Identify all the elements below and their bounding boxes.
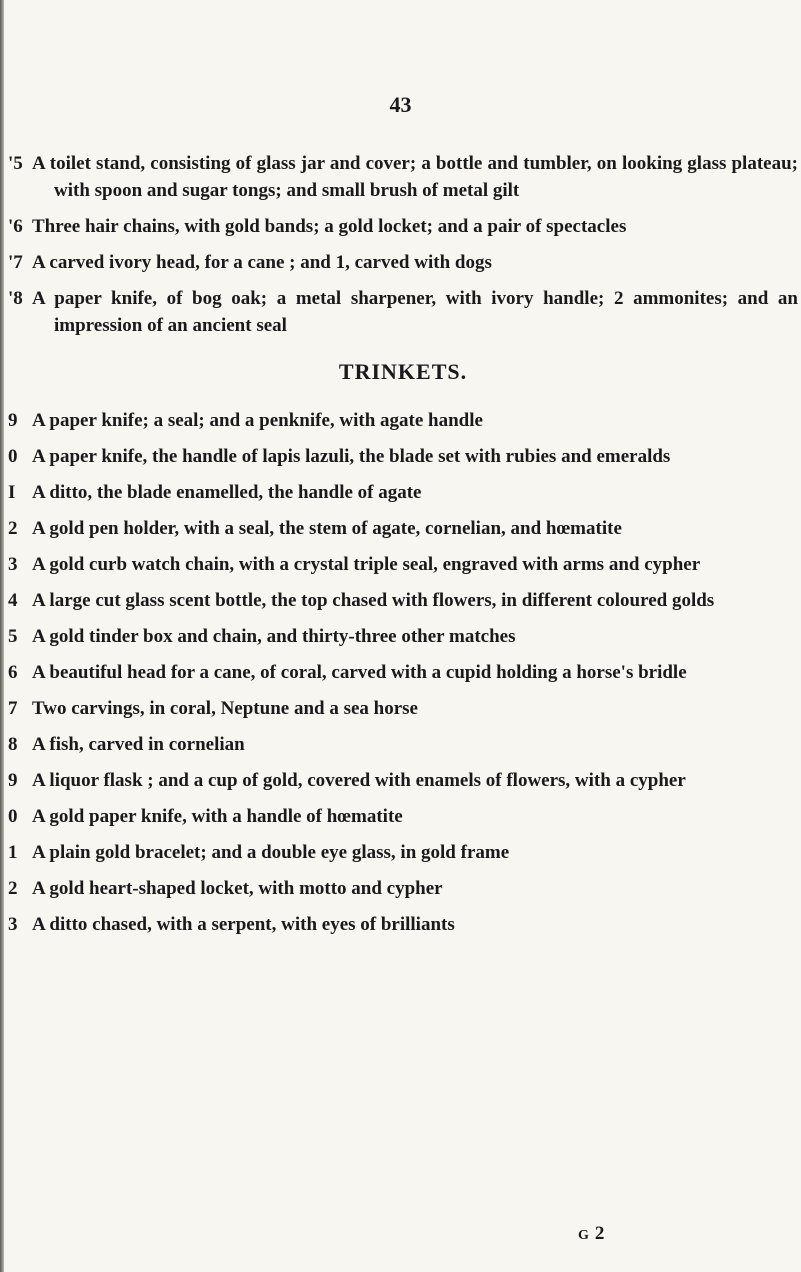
catalogue-entry xyxy=(8,443,798,470)
entry-text: A large cut glass scent bottle, the top chased with flowers, in different coloured golds xyxy=(32,590,715,611)
entry-text: A gold curb watch chain, with a crystal triple seal, engraved with arms and cypher xyxy=(32,554,701,575)
entry-number: 7 xyxy=(8,698,18,719)
catalogue-entry xyxy=(8,839,798,866)
page-binding-edge xyxy=(0,0,4,1272)
catalogue-entry xyxy=(8,249,798,276)
catalogue-entry xyxy=(8,623,798,650)
entry-text: A beautiful head for a cane, of coral, carved with a cupid holding a horse's bridle xyxy=(32,662,687,683)
entry-text: A gold pen holder, with a seal, the stem of agate, cornelian, and hœmatite xyxy=(32,518,622,539)
entry-text: Three hair chains, with gold bands; a gold locket; and a pair of spectacles xyxy=(32,216,627,237)
entry-number: 3 xyxy=(8,554,18,575)
entry-text: A paper knife; a seal; and a penknife, with agate handle xyxy=(32,410,483,431)
catalogue-entry xyxy=(8,875,798,902)
entry-text: A toilet stand, consisting of glass jar and cover; a bottle and tumbler, on looking glass plateau; with spoon and sugar tongs; and small brush of metal gilt xyxy=(32,153,798,201)
entry-text: Two carvings, in coral, Neptune and a sea horse xyxy=(32,698,418,719)
catalogue-entry xyxy=(8,803,798,830)
entry-text: A gold paper knife, with a handle of hœmatite xyxy=(32,806,403,827)
catalogue-entry xyxy=(8,479,798,506)
entry-number: '7 xyxy=(8,252,23,273)
catalogue-entry xyxy=(8,407,798,434)
entry-number: 9 xyxy=(8,770,18,791)
entry-number: 0 xyxy=(8,446,18,467)
entry-text: A gold tinder box and chain, and thirty-three other matches xyxy=(32,626,516,647)
signature-mark xyxy=(578,1223,604,1245)
signature-number: 2 xyxy=(594,1223,605,1244)
entry-text: A ditto chased, with a serpent, with eyes of brilliants xyxy=(32,914,455,935)
entry-number: 4 xyxy=(8,590,18,611)
entry-number: 2 xyxy=(8,878,18,899)
entry-text: A fish, carved in cornelian xyxy=(32,734,245,755)
entry-number: 6 xyxy=(8,662,18,683)
entries-after-heading xyxy=(8,407,798,938)
entry-number: 3 xyxy=(8,914,18,935)
entry-number: 2 xyxy=(8,518,18,539)
signature-letter: G xyxy=(578,1228,589,1243)
entry-text: A liquor flask ; and a cup of gold, covered with enamels of flowers, with a cypher xyxy=(32,770,686,791)
entry-number: 5 xyxy=(8,626,18,647)
catalogue-entry xyxy=(8,587,798,614)
entry-number: '5 xyxy=(8,153,23,174)
entry-number: 9 xyxy=(8,410,18,431)
entry-number: 8 xyxy=(8,734,18,755)
entry-number: 1 xyxy=(8,842,18,863)
entry-number: I xyxy=(8,482,16,503)
entry-text: A paper knife, of bog oak; a metal sharpener, with ivory handle; 2 ammonites; and an impression of an ancient seal xyxy=(32,288,798,336)
section-heading: TRINKETS. xyxy=(338,359,468,384)
entry-number: '6 xyxy=(8,216,23,237)
catalogue-entry xyxy=(8,659,798,686)
entry-number: 0 xyxy=(8,806,18,827)
entry-text: A plain gold bracelet; and a double eye glass, in gold frame xyxy=(32,842,510,863)
entry-text: A carved ivory head, for a cane ; and 1, carved with dogs xyxy=(32,252,492,273)
catalogue-entry xyxy=(8,285,798,339)
entries-before-heading xyxy=(8,150,798,339)
catalogue-entry xyxy=(8,767,798,794)
entry-text: A gold heart-shaped locket, with motto and cypher xyxy=(32,878,443,899)
catalogue-entry xyxy=(8,515,798,542)
catalogue-entry xyxy=(8,551,798,578)
catalogue-entry xyxy=(8,695,798,722)
page-number: 43 xyxy=(389,92,412,117)
catalogue-entry xyxy=(8,731,798,758)
catalogue-entry xyxy=(8,213,798,240)
entry-text: A paper knife, the handle of lapis lazuli, the blade set with rubies and emeralds xyxy=(32,446,671,467)
catalogue-entry xyxy=(8,911,798,938)
entry-number: '8 xyxy=(8,288,23,309)
catalogue-entries xyxy=(8,150,798,947)
catalogue-entry xyxy=(8,150,798,204)
entry-text: A ditto, the blade enamelled, the handle of agate xyxy=(32,482,422,503)
